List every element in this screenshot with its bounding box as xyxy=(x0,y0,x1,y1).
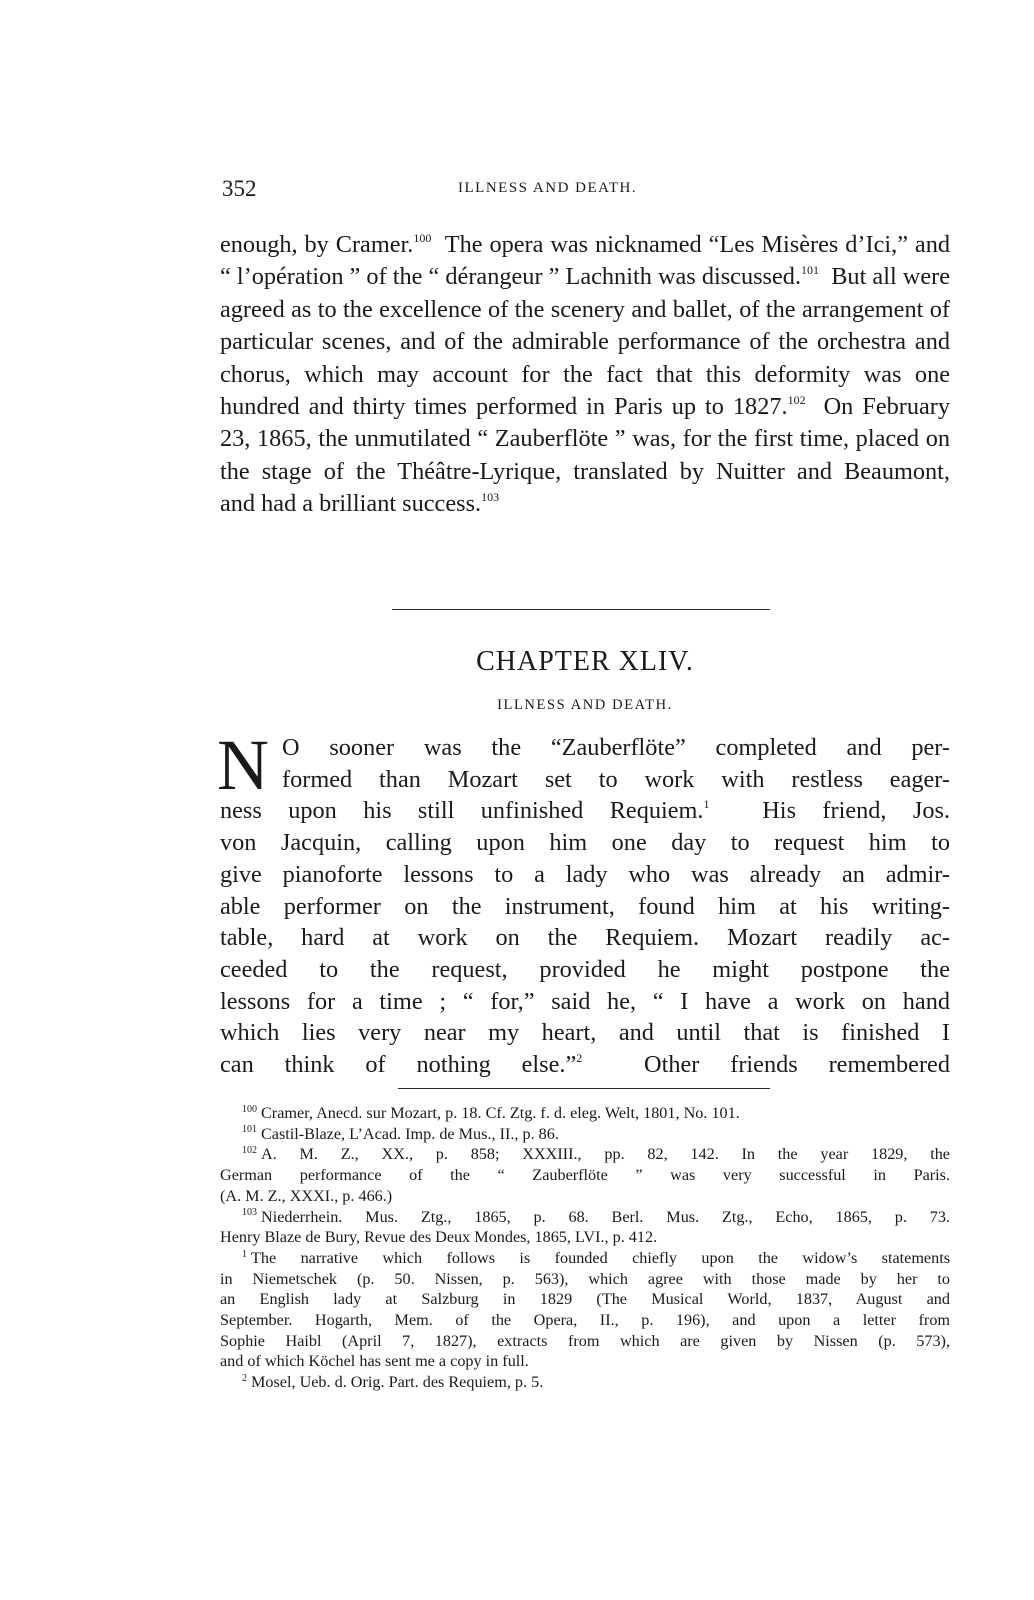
footnote-ref[interactable]: 103 xyxy=(481,490,500,505)
footnote-ref[interactable]: 102 xyxy=(787,392,806,407)
footnote-mark: 102 xyxy=(242,1145,257,1157)
text-line: particular scenes, and of the admirable performance of the xyxy=(220,328,809,356)
footnote-line: $^{102}$ A. M. Z., XX., p. 858; XXXIII., pp. 82, 142. In the year 1829, the xyxy=(242,1145,950,1164)
footnote-103 xyxy=(220,1207,950,1248)
running-title: ILLNESS AND DEATH. xyxy=(458,180,638,196)
text-line: Lachnith was discussed.$^{101}$ But all were agreed as to the xyxy=(220,263,950,323)
text-line: table, hard at work on the Requiem. Mozart readily ac- xyxy=(220,924,950,952)
text-line: and had a brilliant success.$^{103}$ xyxy=(220,490,500,518)
previous-chapter-paragraph xyxy=(220,229,950,521)
footnote-divider xyxy=(398,1088,770,1089)
text-line: “ Zauberflöte ” was, for the first time, placed on the stage of xyxy=(220,425,951,485)
footnote-line: September. Hogarth, Mem. of the Opera, II., p. 196), and upon a letter from xyxy=(220,1311,950,1330)
text-line: ness upon his still unfinished Requiem.$^1$ His friend, Jos. xyxy=(220,797,950,825)
page-number: 352 xyxy=(222,176,257,201)
footnote-line: (A. M. Z., XXXI., p. 466.) xyxy=(220,1186,393,1205)
text-line: which lies very near my heart, and until that is finished I xyxy=(220,1019,950,1047)
text-line: give pianoforte lessons to a lady who was already an admir- xyxy=(220,860,950,888)
chapter-divider xyxy=(392,609,770,610)
chapter-paragraph xyxy=(220,732,950,1081)
footnote-mark: 101 xyxy=(242,1124,257,1136)
text-line: lessons for a time ; “ for,” said he, “ I have a work on hand xyxy=(220,987,950,1015)
text-line: formed than Mozart set to work with restless eager- xyxy=(282,765,950,793)
footnote-ref[interactable]: 101 xyxy=(801,263,820,278)
footnote-line: Sophie Haibl (April 7, 1827), extracts from which are given by Nissen (p. 573), xyxy=(220,1331,950,1350)
footnote-line: $^1$ The narrative which follows is founded chiefly upon the widow’s statements xyxy=(242,1248,950,1267)
chapter-number: CHAPTER XLIV. xyxy=(476,646,694,677)
footnote-line: $^{100}$ Cramer, Anecd. sur Mozart, p. 18. Cf. Ztg. f. d. eleg. Welt, 1801, No. 101. xyxy=(242,1103,740,1122)
text-line: this deformity was one hundred and thirty times performed in xyxy=(220,360,950,421)
footnote-line: $^{103}$ Niederrhein. Mus. Ztg., 1865, p. 68. Berl. Mus. Ztg., Echo, 1865, p. 73. xyxy=(242,1207,950,1226)
running-head xyxy=(222,176,952,204)
footnote-line: in Niemetschek (p. 50. Nissen, p. 563), which agree with those made by her to xyxy=(220,1269,950,1288)
footnote-mark: 100 xyxy=(242,1103,257,1115)
footnote-line: an English lady at Salzburg in 1829 (The Musical World, 1837, August and xyxy=(220,1290,950,1309)
chapter-title: ILLNESS AND DEATH. xyxy=(497,697,673,713)
footnote-ref[interactable]: 100 xyxy=(413,230,432,245)
footnote-mark: 1 xyxy=(242,1248,247,1260)
drop-cap: N xyxy=(217,725,269,805)
footnote-ref[interactable]: 1 xyxy=(703,797,710,812)
text-line: ceeded to the request, provided he might postpone the xyxy=(220,955,950,983)
footnote-101 xyxy=(220,1124,950,1145)
text-line: Misères d’Ici,” and “ l’opération ” of the “ dérangeur ” xyxy=(220,231,950,291)
footnote-2 xyxy=(220,1372,950,1393)
text-line: von Jacquin, calling upon him one day to request him to xyxy=(220,829,950,857)
text-line: Paris up to 1827.$^{102}$ On February 23, 1865, the unmutilated xyxy=(220,392,951,453)
text-line: excellence of the scenery and ballet, of the arrangement of xyxy=(379,295,950,323)
footnote-ref[interactable]: 2 xyxy=(576,1050,583,1065)
footnote-mark: 103 xyxy=(242,1207,257,1219)
footnote-line: $^{101}$ Castil-Blaze, L’Acad. Imp. de Mus., II., p. 86. xyxy=(242,1124,559,1143)
text-line: able performer on the instrument, found him at his writing- xyxy=(220,892,950,920)
footnote-line: $^2$ Mosel, Ueb. d. Orig. Part. des Requiem, p. 5. xyxy=(242,1372,544,1392)
text-line: enough, by Cramer.$^{100}$ The opera was nicknamed “Les xyxy=(220,230,755,258)
footnotes xyxy=(220,1103,950,1393)
chapter-opening xyxy=(217,725,950,1081)
text-line: orchestra and chorus, which may account for the fact that xyxy=(220,328,950,388)
footnote-line: and of which Köchel has sent me a copy in full. xyxy=(220,1352,529,1371)
footnote-102 xyxy=(220,1144,950,1206)
footnote-line: German performance of the “ Zauberflöte ” was very successful in Paris. xyxy=(220,1166,950,1185)
footnote-line: Henry Blaze de Bury, Revue des Deux Mondes, 1865, LVI., p. 412. xyxy=(220,1228,658,1247)
text-line: O sooner was the “Zauberflöte” completed and per- xyxy=(282,734,950,761)
footnote-mark: 2 xyxy=(242,1372,247,1384)
footnote-1 xyxy=(220,1248,950,1372)
text-line: the Théâtre-Lyrique, translated by Nuitter and Beaumont, xyxy=(355,457,950,485)
text-line: can think of nothing else.”$^2$ Other friends remembered xyxy=(220,1050,950,1079)
footnote-100 xyxy=(220,1103,950,1124)
